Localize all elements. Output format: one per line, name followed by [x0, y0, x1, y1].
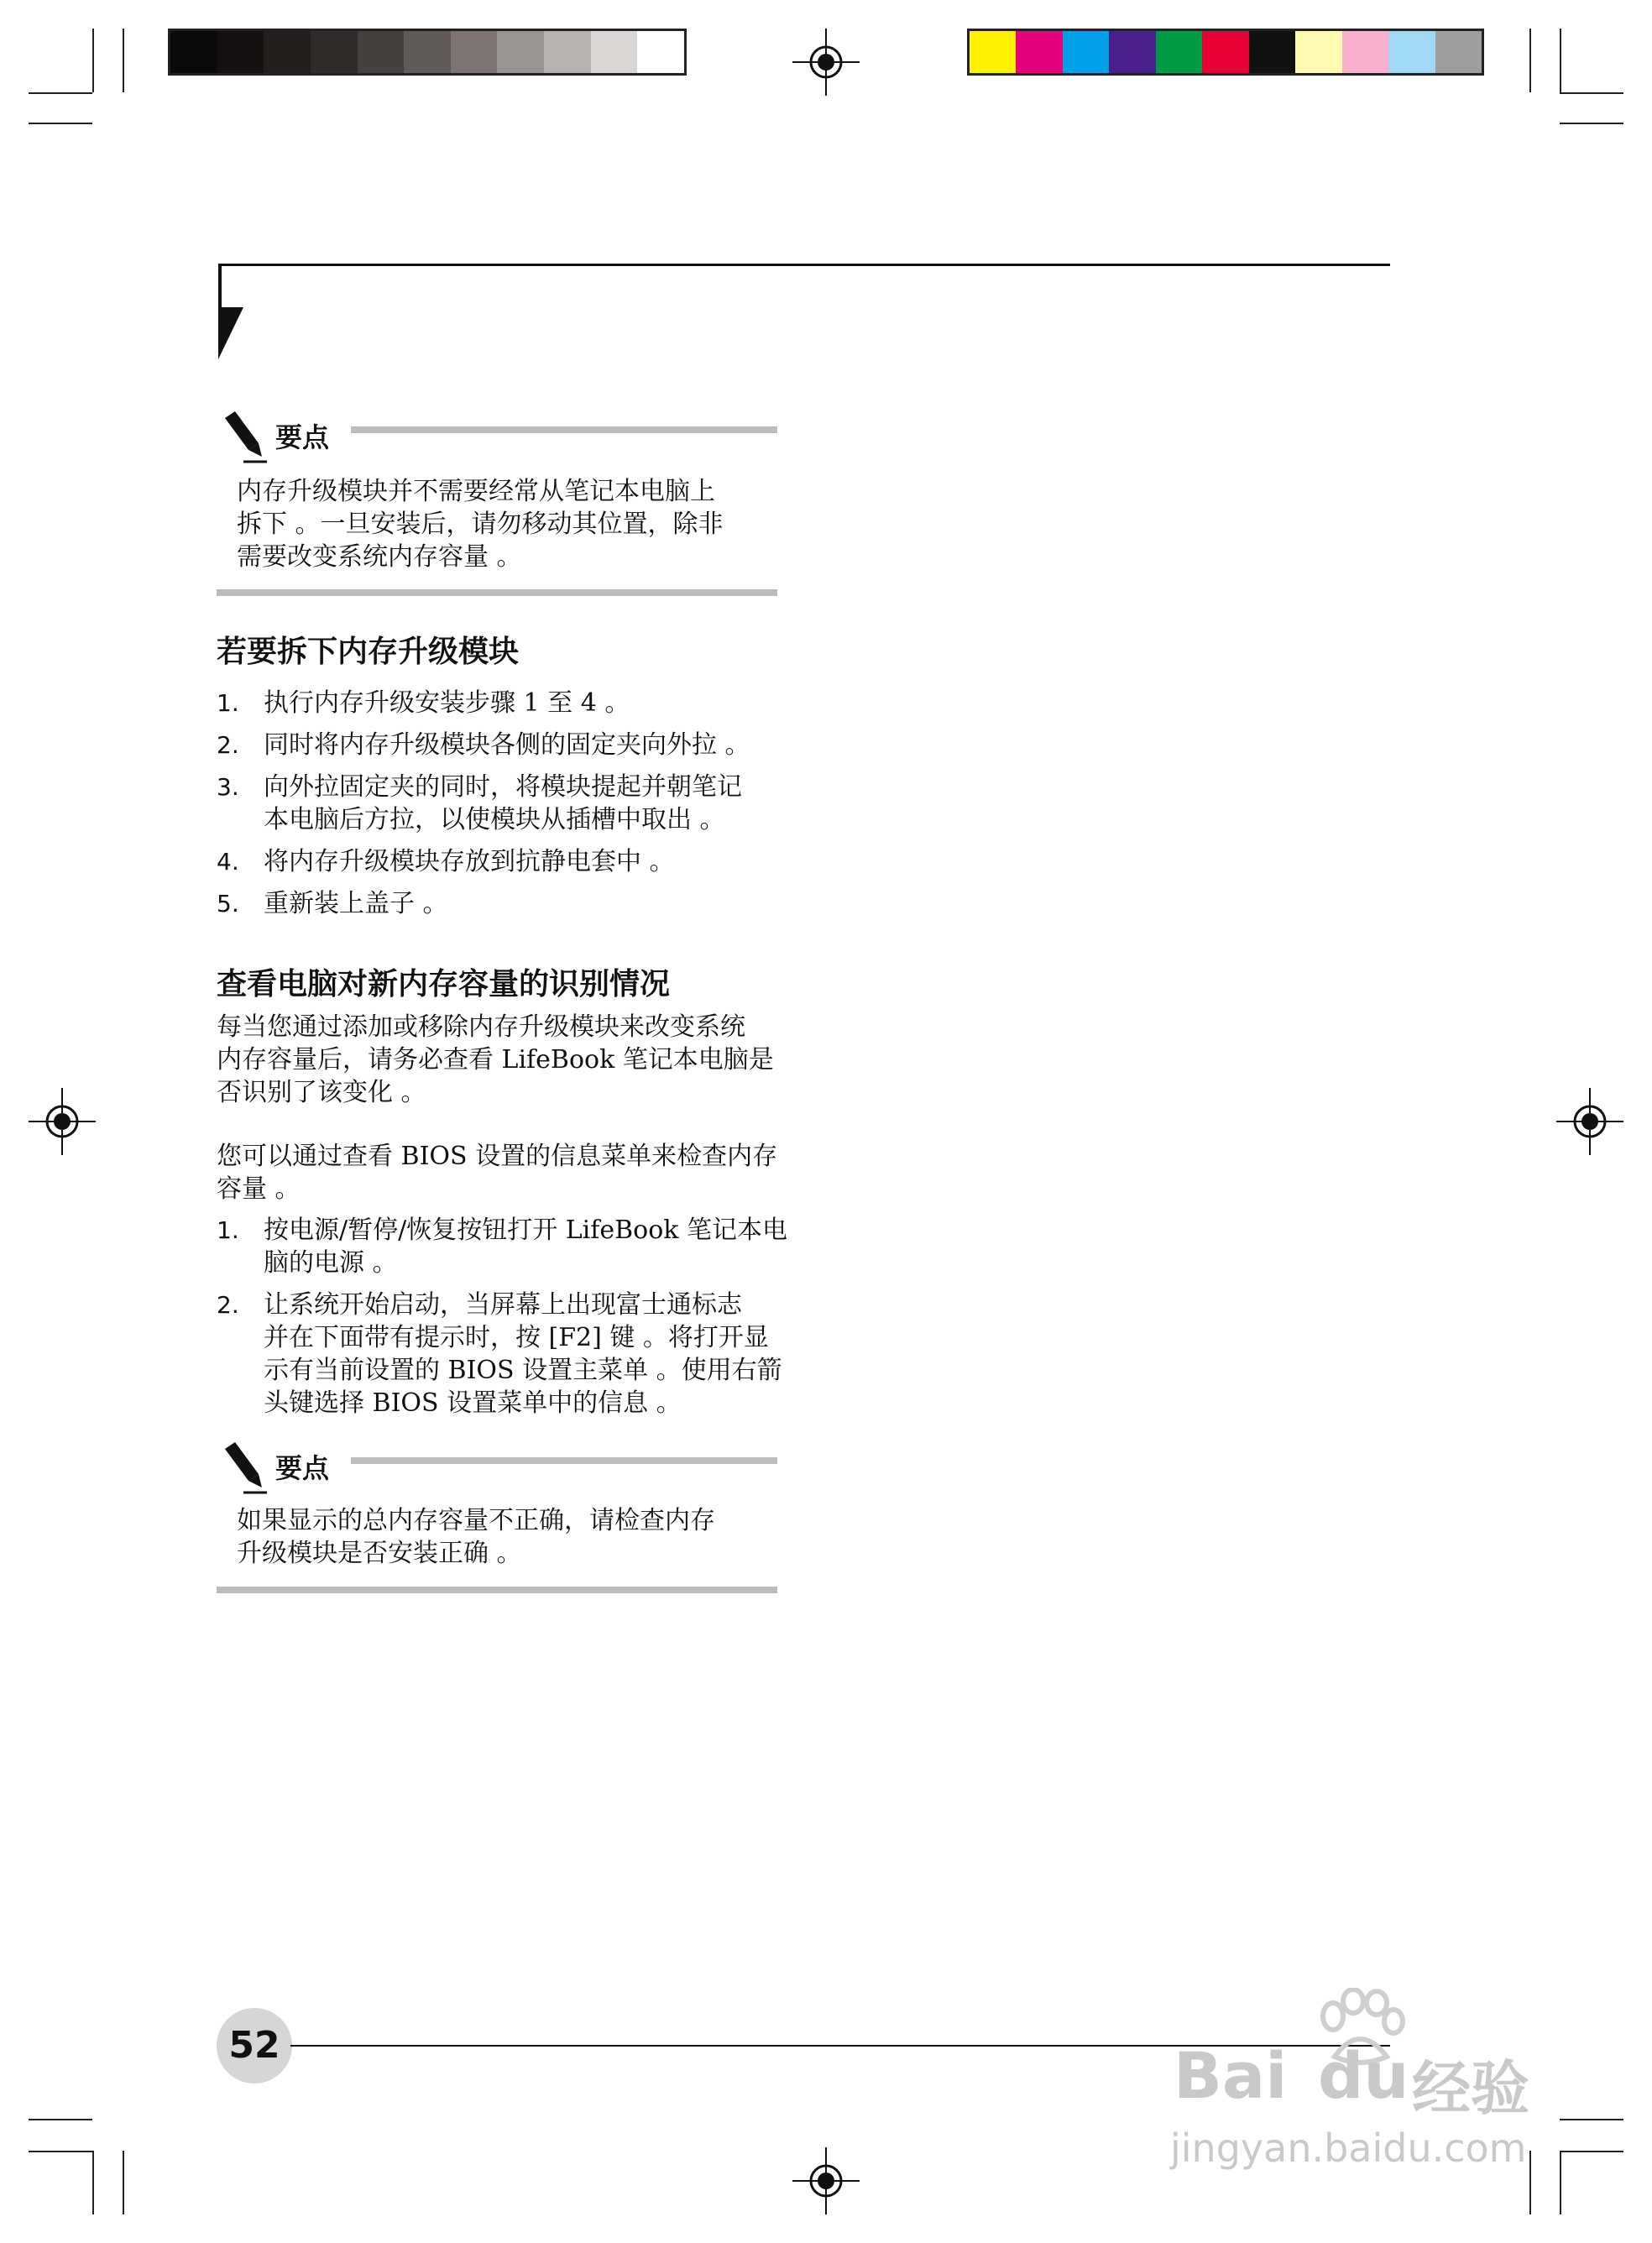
crop-mark: [123, 2151, 124, 2214]
watermark-jingyan: 经验: [1412, 2054, 1529, 2123]
color-swatch: [1156, 31, 1202, 73]
gray-swatch: [451, 31, 498, 73]
grayscale-calibration-bar: [168, 29, 687, 76]
step-text: 让系统开始启动，当屏幕上出现富士通标志: [264, 1290, 742, 1320]
note-body: [237, 1504, 774, 1570]
list-item: [217, 687, 787, 719]
step-list: [217, 1214, 787, 1429]
step-text: 并在下面带有提示时，按 [F2] 键 。将打开显: [264, 1323, 769, 1352]
paragraph-line: 每当您通过添加或移除内存升级模块来改变系统: [217, 1012, 745, 1042]
step-number: 2.: [217, 1291, 239, 1319]
step-number: 2.: [217, 731, 239, 759]
crop-mark: [29, 2119, 92, 2120]
step-text: 脑的电源 。: [264, 1248, 398, 1278]
crop-mark: [1560, 29, 1561, 92]
crop-mark: [123, 29, 124, 92]
step-text: 向外拉固定夹的同时，将模块提起并朝笔记: [264, 772, 742, 802]
crop-mark: [1560, 2151, 1623, 2152]
color-swatch: [1016, 31, 1062, 73]
note-title: 要点: [275, 421, 330, 453]
watermark-du: du: [1318, 2038, 1409, 2113]
gray-swatch: [404, 31, 451, 73]
gray-swatch: [217, 31, 264, 73]
color-swatch: [1109, 31, 1155, 73]
step-text: 同时将内存升级模块各侧的固定夹向外拉 。: [264, 730, 750, 760]
gray-swatch: [637, 31, 684, 73]
pencil-icon: [218, 1440, 269, 1496]
registration-target-icon: [1556, 1088, 1623, 1155]
note-top-rule: [351, 426, 777, 433]
step-list: [217, 687, 787, 929]
paragraph-line: 您可以通过查看 BIOS 设置的信息菜单来检查内存: [217, 1142, 778, 1171]
section-heading: 若要拆下内存升级模块: [217, 635, 520, 669]
registration-target-icon: [29, 1088, 96, 1155]
step-text: 重新装上盖子 。: [264, 889, 448, 918]
gray-swatch: [497, 31, 544, 73]
color-swatch: [1295, 31, 1341, 73]
note-line: 拆下 。一旦安装后，请勿移动其位置，除非: [237, 510, 724, 539]
step-text: 按电源/暂停/恢复按钮打开 LifeBook 笔记本电: [264, 1216, 788, 1245]
crop-mark: [92, 2151, 94, 2214]
gray-swatch: [544, 31, 591, 73]
crop-mark: [92, 29, 94, 92]
paragraph-line: 容量 。: [217, 1174, 301, 1204]
list-item: [217, 887, 787, 920]
note-body: [237, 475, 774, 573]
gray-swatch: [358, 31, 405, 73]
list-item: [217, 1289, 787, 1420]
color-swatch: [1249, 31, 1295, 73]
color-swatch: [970, 31, 1016, 73]
section-heading: 查看电脑对新内存容量的识别情况: [217, 967, 671, 1001]
step-text: 执行内存升级安装步骤 1 至 4 。: [264, 688, 630, 718]
note-bottom-rule: [217, 589, 777, 596]
paragraph: [217, 1140, 787, 1205]
list-item: [217, 771, 787, 836]
pencil-icon: [218, 410, 269, 465]
color-swatch: [1435, 31, 1482, 73]
gray-swatch: [170, 31, 217, 73]
list-item: [217, 729, 787, 761]
step-number: 1.: [217, 689, 239, 717]
header-rule: [218, 264, 1390, 266]
crop-mark: [1560, 2151, 1561, 2214]
step-number: 3.: [217, 773, 239, 801]
step-text: 将内存升级模块存放到抗静电套中 。: [264, 847, 675, 876]
color-swatch: [1388, 31, 1435, 73]
note-top-rule: [351, 1457, 777, 1464]
crop-mark: [1560, 123, 1623, 124]
crop-mark: [1560, 92, 1623, 94]
note-line: 如果显示的总内存容量不正确，请检查内存: [237, 1506, 715, 1535]
step-number: 1.: [217, 1216, 239, 1244]
step-text: 本电脑后方拉，以使模块从插槽中取出 。: [264, 805, 725, 834]
gray-swatch: [311, 31, 358, 73]
page-number: 52: [217, 2008, 292, 2084]
crop-mark: [1560, 2119, 1623, 2120]
color-calibration-bar: [967, 29, 1484, 76]
step-number: 5.: [217, 890, 239, 918]
step-text: 头键选择 BIOS 设置菜单中的信息 。: [264, 1388, 682, 1418]
header-corner-triangle: [218, 264, 243, 359]
note-line: 需要改变系统内存容量 。: [237, 542, 522, 572]
watermark-bai: Bai: [1174, 2038, 1288, 2113]
list-item: [217, 845, 787, 878]
crop-mark: [1529, 2151, 1531, 2214]
color-swatch: [1342, 31, 1388, 73]
paragraph: [217, 1011, 787, 1109]
color-swatch: [1063, 31, 1109, 73]
step-number: 4.: [217, 848, 239, 876]
paragraph-line: 否识别了该变化 。: [217, 1078, 426, 1107]
gray-swatch: [591, 31, 638, 73]
crop-mark: [1529, 29, 1531, 92]
step-text: 示有当前设置的 BIOS 设置主菜单 。使用右箭: [264, 1356, 782, 1385]
crop-mark: [29, 123, 92, 124]
paragraph-line: 内存容量后，请务必查看 LifeBook 笔记本电脑是: [217, 1045, 774, 1074]
watermark-url: jingyan.baidu.com: [1170, 2125, 1527, 2171]
registration-target-icon: [792, 2147, 860, 2214]
list-item: [217, 1214, 787, 1279]
crop-mark: [29, 92, 92, 94]
gray-swatch: [264, 31, 311, 73]
note-line: 升级模块是否安装正确 。: [237, 1539, 522, 1568]
registration-target-icon: [792, 29, 860, 96]
note-title: 要点: [275, 1452, 330, 1484]
note-bottom-rule: [217, 1587, 777, 1593]
crop-mark: [29, 2151, 92, 2152]
color-swatch: [1202, 31, 1248, 73]
note-line: 内存升级模块并不需要经常从笔记本电脑上: [237, 477, 715, 506]
